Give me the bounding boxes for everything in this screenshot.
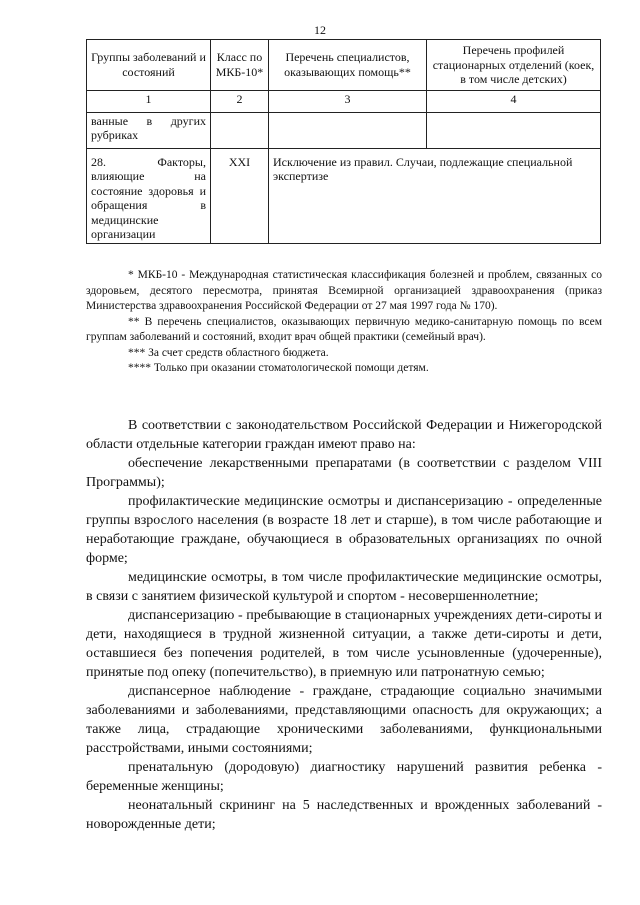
table-row	[87, 148, 601, 243]
cell-group: 28. Факторы, влияющие на состояние здоровья и обращения в медицинские организации	[87, 148, 211, 243]
cell-class: XXI	[211, 148, 269, 243]
paragraph: диспансеризацию - пребывающие в стационарных учреждениях дети-сироты и дети, находящиеся в трудной жизненной ситуации, а также дети-сироты и дети, оставшиеся без попечения родителей, в том числе усыновленные (удочеренные), принятые под опеку (попечительство), в приемную или патронатную семью;	[86, 608, 602, 680]
column-number-row	[87, 90, 601, 112]
cell-group: ванные в других рубриках	[87, 112, 211, 148]
column-number: 1	[87, 90, 211, 112]
paragraph: В соответствии с законодательством Российской Федерации и Нижегородской области отдельные категории граждан имеют право на:	[86, 418, 602, 452]
header-class: Класс по МКБ-10*	[211, 40, 269, 91]
paragraph: медицинские осмотры, в том числе профилактические медицинские осмотры, в связи с занятием физической культурой и спортом - несовершеннолетние;	[86, 570, 602, 604]
footnote: * МКБ-10 - Международная статистическая классификация болезней и проблем, связанных со здоровьем, десятого пересмотра, принятая Всемирной организацией здравоохранения (приказ Министерства здравоохранения Российской Федерации от 27 мая 1997 года № 170).	[86, 269, 602, 312]
footnote: **** Только при оказании стоматологической помощи детям.	[128, 362, 429, 374]
header-specialists: Перечень специалистов, оказывающих помощь**	[269, 40, 427, 91]
page-number: 12	[314, 23, 326, 37]
footnotes	[86, 268, 602, 377]
column-number: 4	[427, 90, 601, 112]
header-groups: Группы заболеваний и состояний	[87, 40, 211, 91]
table-row	[87, 112, 601, 148]
disease-groups-table	[86, 39, 601, 244]
cell-profiles	[427, 112, 601, 148]
footnote: ** В перечень специалистов, оказывающих первичную медико-санитарную помощь по всем группам заболеваний и состояний, входит врач общей практики (семейный врач).	[86, 315, 602, 343]
cell-specialists: Исключение из правил. Случаи, подлежащие специальной экспертизе	[269, 148, 601, 243]
paragraph: диспансерное наблюдение - граждане, страдающие социально значимыми заболеваниями и заболеваниями, представляющими опасность для окружающих; а также лица, страдающие хроническими заболеваниями, функциональными расстройствами, иными состояниями;	[86, 684, 602, 756]
cell-class	[211, 112, 269, 148]
footnote: *** За счет средств областного бюджета.	[128, 346, 329, 359]
cell-specialists	[269, 112, 427, 148]
paragraph: профилактические медицинские осмотры и диспансеризацию - определенные группы взрослого населения (в возрасте 18 лет и старше), в том числе работающие и неработающие граждане, обучающиеся в образовательных организациях по очной форме;	[86, 494, 602, 566]
column-number: 2	[211, 90, 269, 112]
paragraph: неонатальный скрининг на 5 наследственных и врожденных заболеваний - новорожденные дети;	[86, 798, 602, 832]
paragraph: обеспечение лекарственными препаратами (в соответствии с разделом VIII Программы);	[86, 456, 602, 490]
body-text	[86, 416, 602, 834]
column-number: 3	[269, 90, 427, 112]
paragraph: пренатальную (дородовую) диагностику нарушений развития ребенка - беременные женщины;	[86, 760, 602, 794]
table-header-row	[87, 40, 601, 91]
header-profiles: Перечень профилей стационарных отделений (коек, в том числе детских)	[427, 40, 601, 91]
